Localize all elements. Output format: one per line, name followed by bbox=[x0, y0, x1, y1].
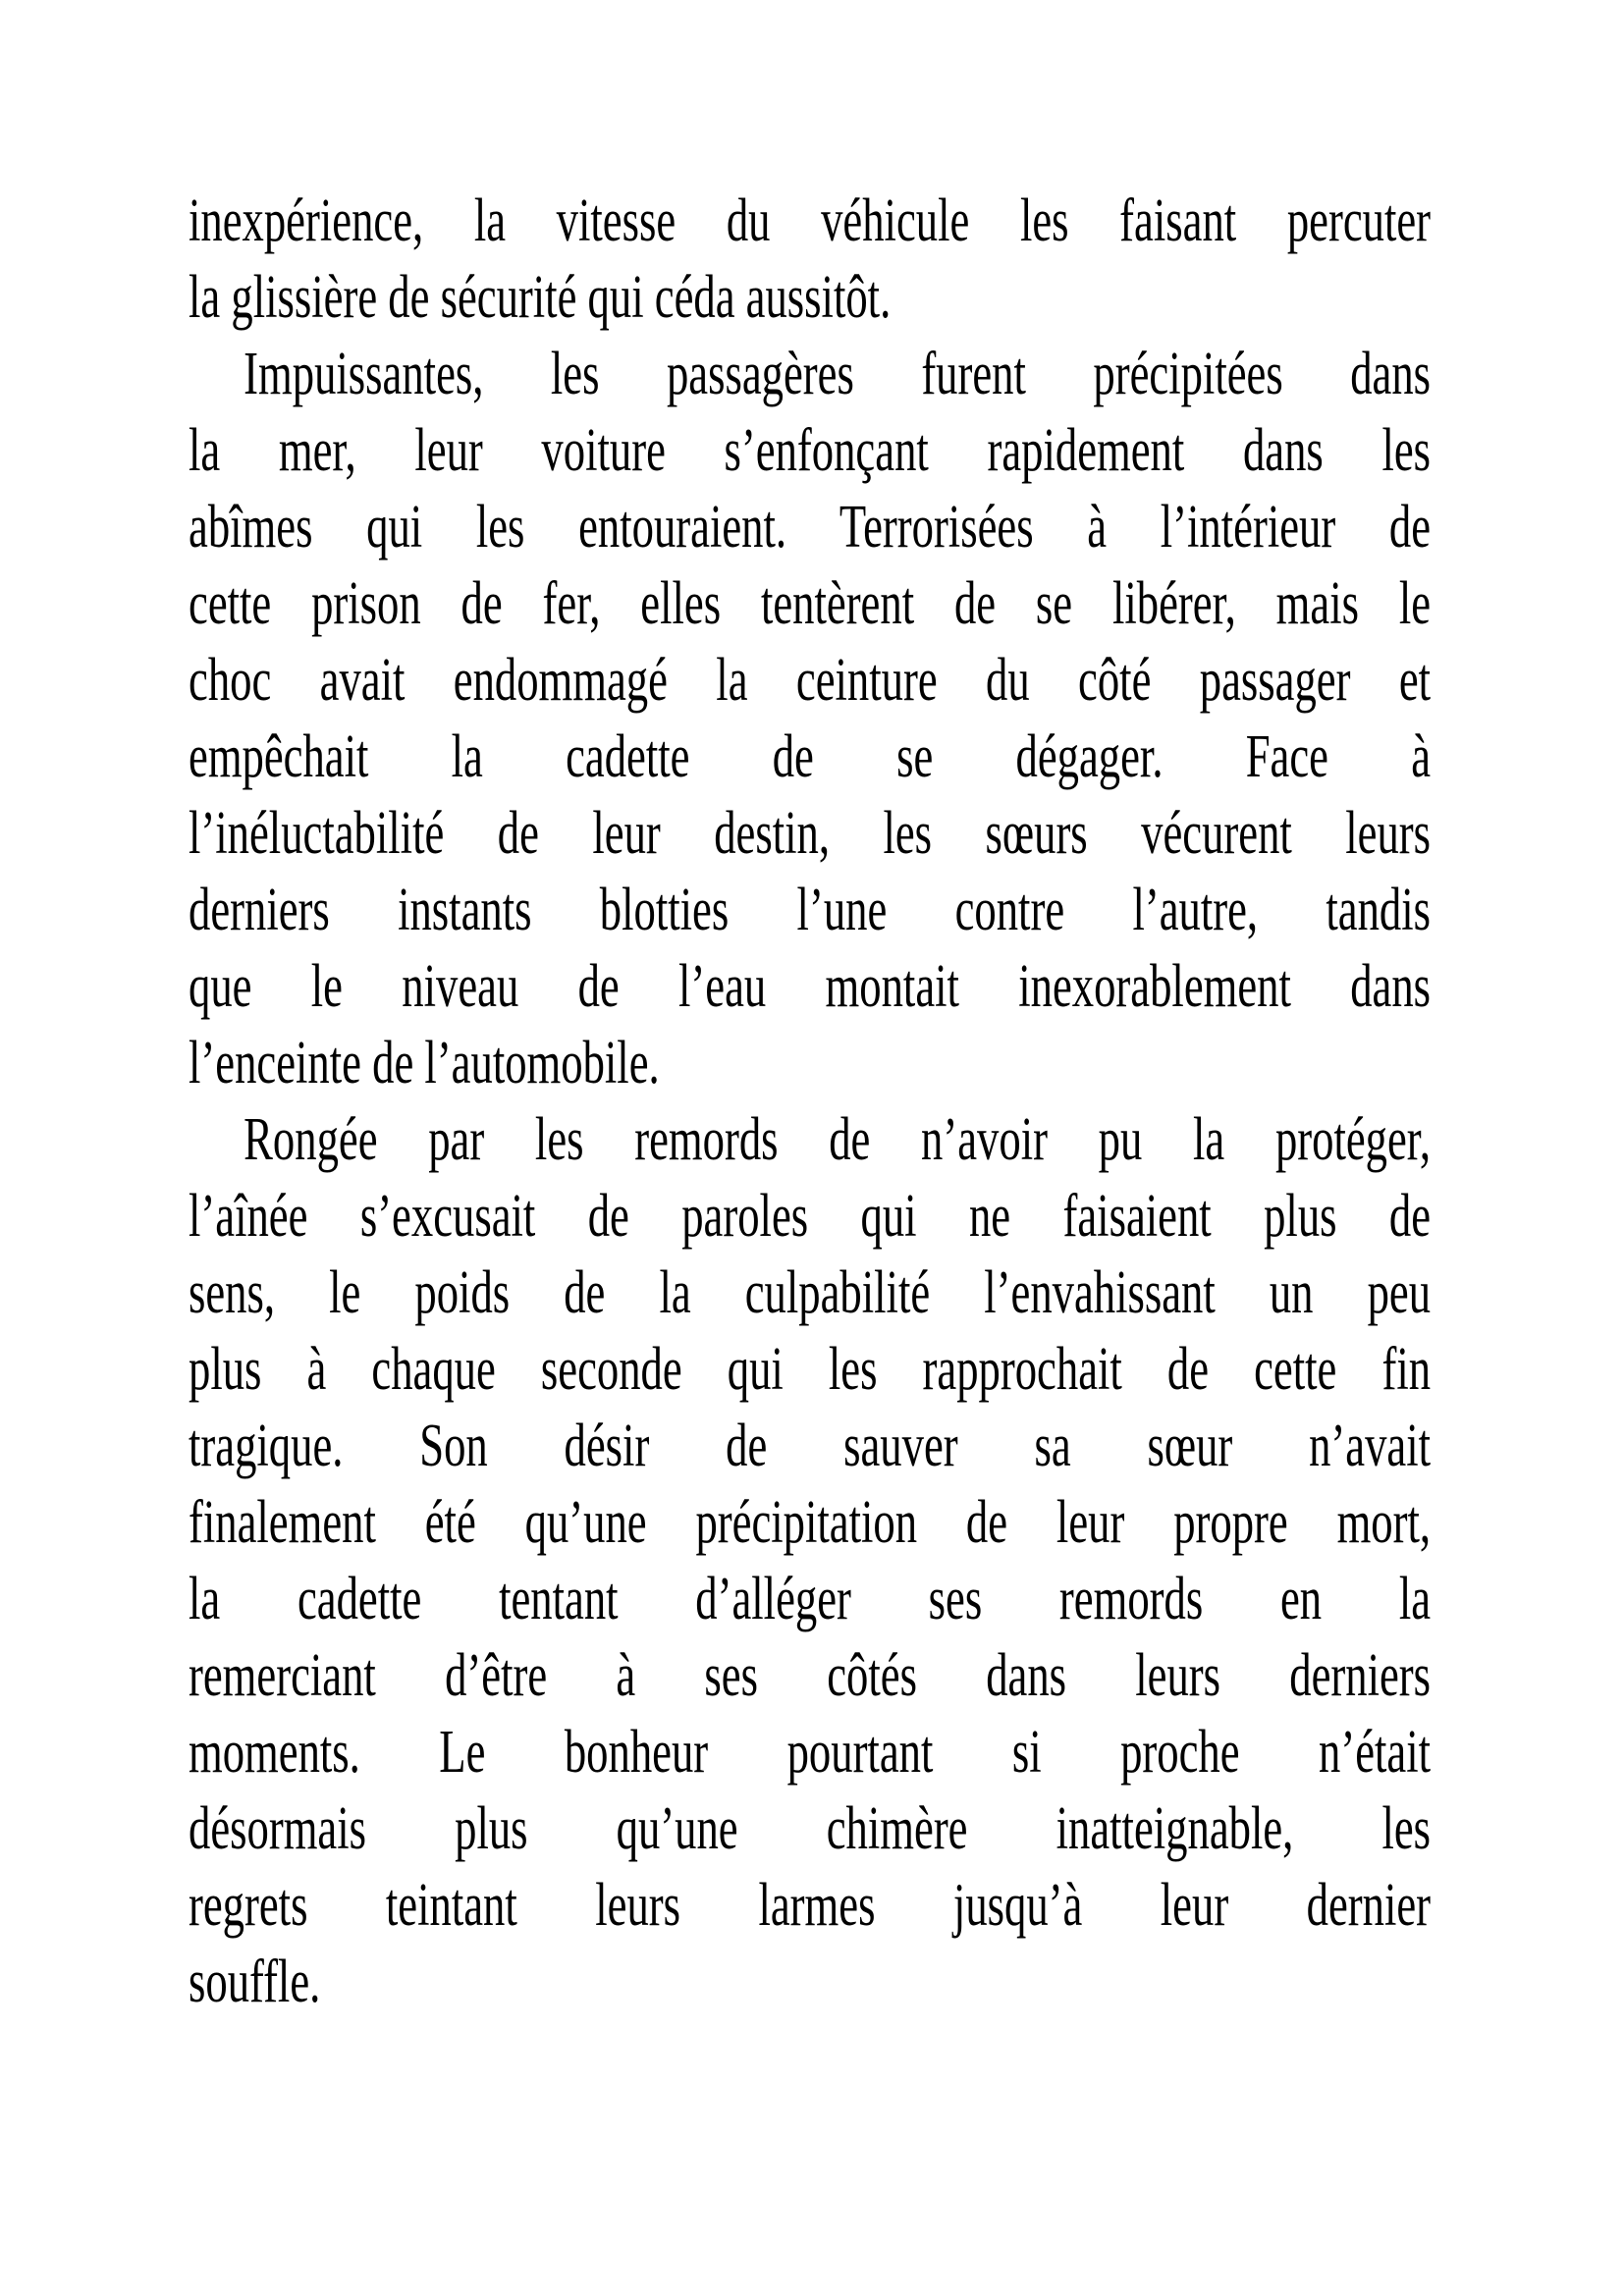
text-block bbox=[189, 183, 1431, 2020]
text-line: remerciant d’être à ses côtés dans leurs derniers bbox=[189, 1642, 1432, 1709]
text-line: moments. Le bonheur pourtant si proche n’était bbox=[189, 1719, 1432, 1786]
text-line: choc avait endommagé la ceinture du côté passager et bbox=[189, 647, 1432, 714]
text-line: cette prison de fer, elles tentèrent de se libérer, mais le bbox=[189, 570, 1432, 637]
text-line: regrets teintant leurs larmes jusqu’à leur dernier bbox=[189, 1872, 1432, 1939]
text-line: l’enceinte de l’automobile. bbox=[189, 1030, 660, 1096]
text-line: l’inéluctabilité de leur destin, les sœurs vécurent leurs bbox=[189, 800, 1432, 867]
text-line: inexpérience, la vitesse du véhicule les faisant percuter bbox=[189, 187, 1432, 254]
text-line: la cadette tentant d’alléger ses remords en la bbox=[189, 1566, 1432, 1632]
text-line: que le niveau de l’eau montait inexorablement dans bbox=[189, 953, 1432, 1020]
text-line: plus à chaque seconde qui les rapprochait de cette fin bbox=[189, 1336, 1432, 1403]
text-line: la mer, leur voiture s’enfonçant rapidement dans les bbox=[189, 417, 1432, 484]
text-line: abîmes qui les entouraient. Terrorisées à l’intérieur de bbox=[189, 494, 1432, 561]
text-line: derniers instants blotties l’une contre l’autre, tandis bbox=[189, 877, 1432, 943]
text-line: la glissière de sécurité qui céda aussitôt. bbox=[189, 264, 892, 331]
text-line: l’aînée s’excusait de paroles qui ne faisaient plus de bbox=[189, 1183, 1432, 1250]
paragraph bbox=[189, 336, 1431, 1101]
text-line: empêchait la cadette de se dégager. Face à bbox=[189, 723, 1432, 790]
text-line: Rongée par les remords de n’avoir pu la protéger, bbox=[244, 1106, 1432, 1173]
paragraph bbox=[189, 1101, 1431, 2020]
text-line: tragique. Son désir de sauver sa sœur n’avait bbox=[189, 1413, 1432, 1479]
text-line: sens, le poids de la culpabilité l’envahissant un peu bbox=[189, 1259, 1432, 1326]
text-line: finalement été qu’une précipitation de leur propre mort, bbox=[189, 1489, 1432, 1556]
text-line: désormais plus qu’une chimère inatteignable, les bbox=[189, 1795, 1432, 1862]
text-line: souffle. bbox=[189, 1949, 321, 2015]
paragraph bbox=[189, 183, 1431, 336]
text-line: Impuissantes, les passagères furent précipitées dans bbox=[244, 341, 1432, 407]
